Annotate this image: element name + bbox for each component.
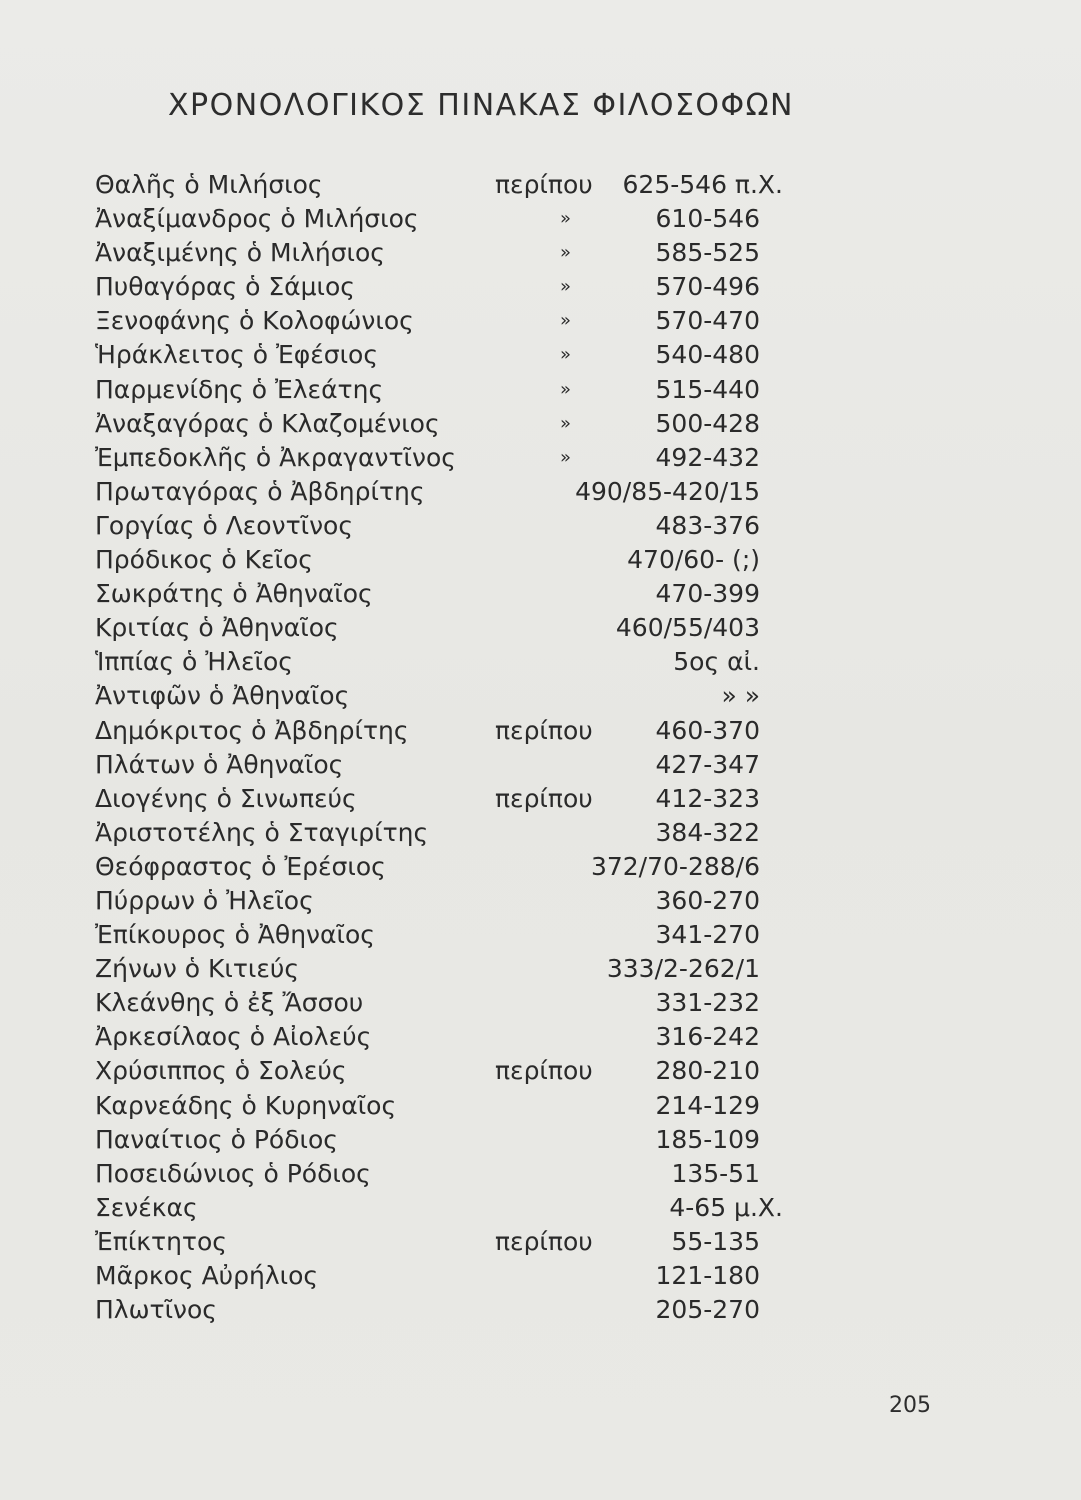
life-dates: 384-322 [655,817,760,847]
life-dates: 427-347 [655,749,760,779]
date-qualifier: περίπου [495,1226,593,1256]
philosopher-name: Θαλῆς ὁ Μιλήσιος [95,170,323,199]
table-row [95,1054,855,1088]
table-row [95,543,855,577]
table-row [95,611,855,645]
date-qualifier: » [560,412,572,434]
date-qualifier: » [560,208,572,230]
life-dates: 570-470 [655,306,760,336]
life-dates: 540-480 [655,340,760,370]
table-row [95,1020,855,1054]
life-dates: 412-323 [655,783,760,813]
philosopher-name: Ἱππίας ὁ Ἠλεῖος [95,647,293,677]
philosopher-name: Ἡράκλειτος ὁ Ἐφέσιος [95,340,378,370]
life-dates: 316-242 [655,1022,760,1052]
date-qualifier: » [560,344,572,366]
philosophers-table [95,168,855,1327]
life-dates: 483-376 [655,510,760,540]
life-dates: 492-432 [655,442,760,472]
date-qualifier: » [560,310,572,332]
philosopher-name: Θεόφραστος ὁ Ἐρέσιος [95,851,386,881]
philosopher-name: Ζήνων ὁ Κιτιεύς [95,954,300,984]
philosopher-name: Σωκράτης ὁ Ἀθηναῖος [95,579,373,609]
date-qualifier: περίπου [495,170,593,199]
philosopher-name: Παρμενίδης ὁ Ἐλεάτης [95,374,384,404]
philosopher-name: Ἀντιφῶν ὁ Ἀθηναῖος [95,681,350,711]
life-dates: 515-440 [655,374,760,404]
table-row [95,202,855,236]
date-qualifier: » [560,276,572,298]
table-row [95,270,855,304]
philosopher-name: Παναίτιος ὁ Ρόδιος [95,1124,338,1154]
philosopher-name: Πλωτῖνος [95,1295,217,1325]
philosopher-name: Ἀριστοτέλης ὁ Σταγιρίτης [95,817,429,847]
philosopher-name: Γοργίας ὁ Λεοντῖνος [95,510,354,540]
table-row [95,952,855,986]
life-dates: 460-370 [655,715,760,745]
life-dates: 135-51 [671,1158,760,1188]
philosopher-name: Κριτίας ὁ Ἀθηναῖος [95,613,339,643]
date-qualifier: περίπου [495,1056,593,1086]
table-row [95,1191,855,1225]
table-row [95,1123,855,1157]
philosopher-name: Διογένης ὁ Σινωπεύς [95,783,357,813]
table-row [95,1293,855,1327]
table-row [95,816,855,850]
page-number: 205 [889,1393,931,1418]
table-row [95,918,855,952]
table-row [95,1089,855,1123]
table-row [95,304,855,338]
philosopher-name: Μᾶρκος Αὐρήλιος [95,1261,319,1290]
life-dates: 360-270 [655,885,760,915]
philosopher-name: Χρύσιππος ὁ Σολεύς [95,1056,347,1086]
table-row [95,782,855,816]
table-row [95,748,855,782]
philosopher-name: Πυθαγόρας ὁ Σάμιος [95,272,355,302]
life-dates: 4-65 μ.Χ. [669,1192,783,1222]
philosopher-name: Καρνεάδης ὁ Κυρηναῖος [95,1090,397,1120]
table-row [95,884,855,918]
philosopher-name: Ἀναξαγόρας ὁ Κλαζομένιος [95,408,440,438]
life-dates: 460/55/403 [615,613,760,643]
life-dates: 470-399 [655,579,760,609]
life-dates: 5ος αἰ. [673,647,760,677]
date-qualifier: » [560,242,572,264]
life-dates: 341-270 [655,920,760,950]
table-row [95,1157,855,1191]
philosopher-name: Ἐπίκτητος [95,1226,227,1256]
philosopher-name: Πύρρων ὁ Ἠλεῖος [95,885,314,915]
table-row [95,577,855,611]
date-qualifier: περίπου [495,715,593,745]
life-dates: » » [721,681,760,711]
life-dates: 500-428 [655,408,760,438]
life-dates: 333/2-262/1 [606,954,760,984]
date-qualifier: περίπου [495,783,593,813]
philosopher-name: Ἀναξίμανδρος ὁ Μιλήσιος [95,204,419,234]
life-dates: 585-525 [655,238,760,268]
table-row [95,168,855,202]
life-dates: 610-546 [655,204,760,234]
philosopher-name: Ἐμπεδοκλῆς ὁ Ἀκραγαντῖνος [95,442,456,472]
life-dates: 214-129 [655,1090,760,1120]
philosopher-name: Ἀρκεσίλαος ὁ Αἰολεύς [95,1022,372,1052]
date-qualifier: » [560,378,572,400]
philosopher-name: Πρόδικος ὁ Κεῖος [95,545,313,575]
philosopher-name: Ξενοφάνης ὁ Κολοφώνιος [95,306,414,336]
table-row [95,475,855,509]
philosopher-name: Πρωταγόρας ὁ Ἀβδηρίτης [95,476,425,506]
table-row [95,407,855,441]
date-qualifier: » [560,446,572,468]
life-dates: 570-496 [655,272,760,302]
life-dates: 55-135 [671,1226,760,1256]
life-dates: 185-109 [655,1124,760,1154]
life-dates: 372/70-288/6 [590,851,760,881]
table-row [95,679,855,713]
table-row [95,373,855,407]
table-row [95,338,855,372]
table-row [95,1259,855,1293]
philosopher-name: Δημόκριτος ὁ Ἀβδηρίτης [95,715,409,745]
table-row [95,509,855,543]
philosopher-name: Σενέκας [95,1192,198,1222]
philosopher-name: Κλεάνθης ὁ ἐξ Ἄσσου [95,988,364,1018]
philosopher-name: Ἐπίκουρος ὁ Ἀθηναῖος [95,920,375,950]
table-row [95,1225,855,1259]
life-dates: 331-232 [655,988,760,1018]
table-row [95,850,855,884]
life-dates: 205-270 [655,1295,760,1325]
philosopher-name: Πλάτων ὁ Ἀθηναῖος [95,749,344,779]
life-dates: 470/60- (;) [627,545,760,575]
life-dates: 280-210 [655,1056,760,1086]
table-row [95,236,855,270]
life-dates: 490/85-420/15 [575,476,760,506]
life-dates: 625-546 π.Χ. [622,170,783,199]
table-row [95,714,855,748]
philosopher-name: Ἀναξιμένης ὁ Μιλήσιος [95,238,385,268]
page-title: ΧΡΟΝΟΛΟΓΙΚΟΣ ΠΙΝΑΚΑΣ ΦΙΛΟΣΟΦΩΝ [168,88,794,123]
table-row [95,986,855,1020]
table-row [95,645,855,679]
philosopher-name: Ποσειδώνιος ὁ Ρόδιος [95,1158,371,1188]
table-row [95,441,855,475]
life-dates: 121-180 [655,1261,760,1290]
